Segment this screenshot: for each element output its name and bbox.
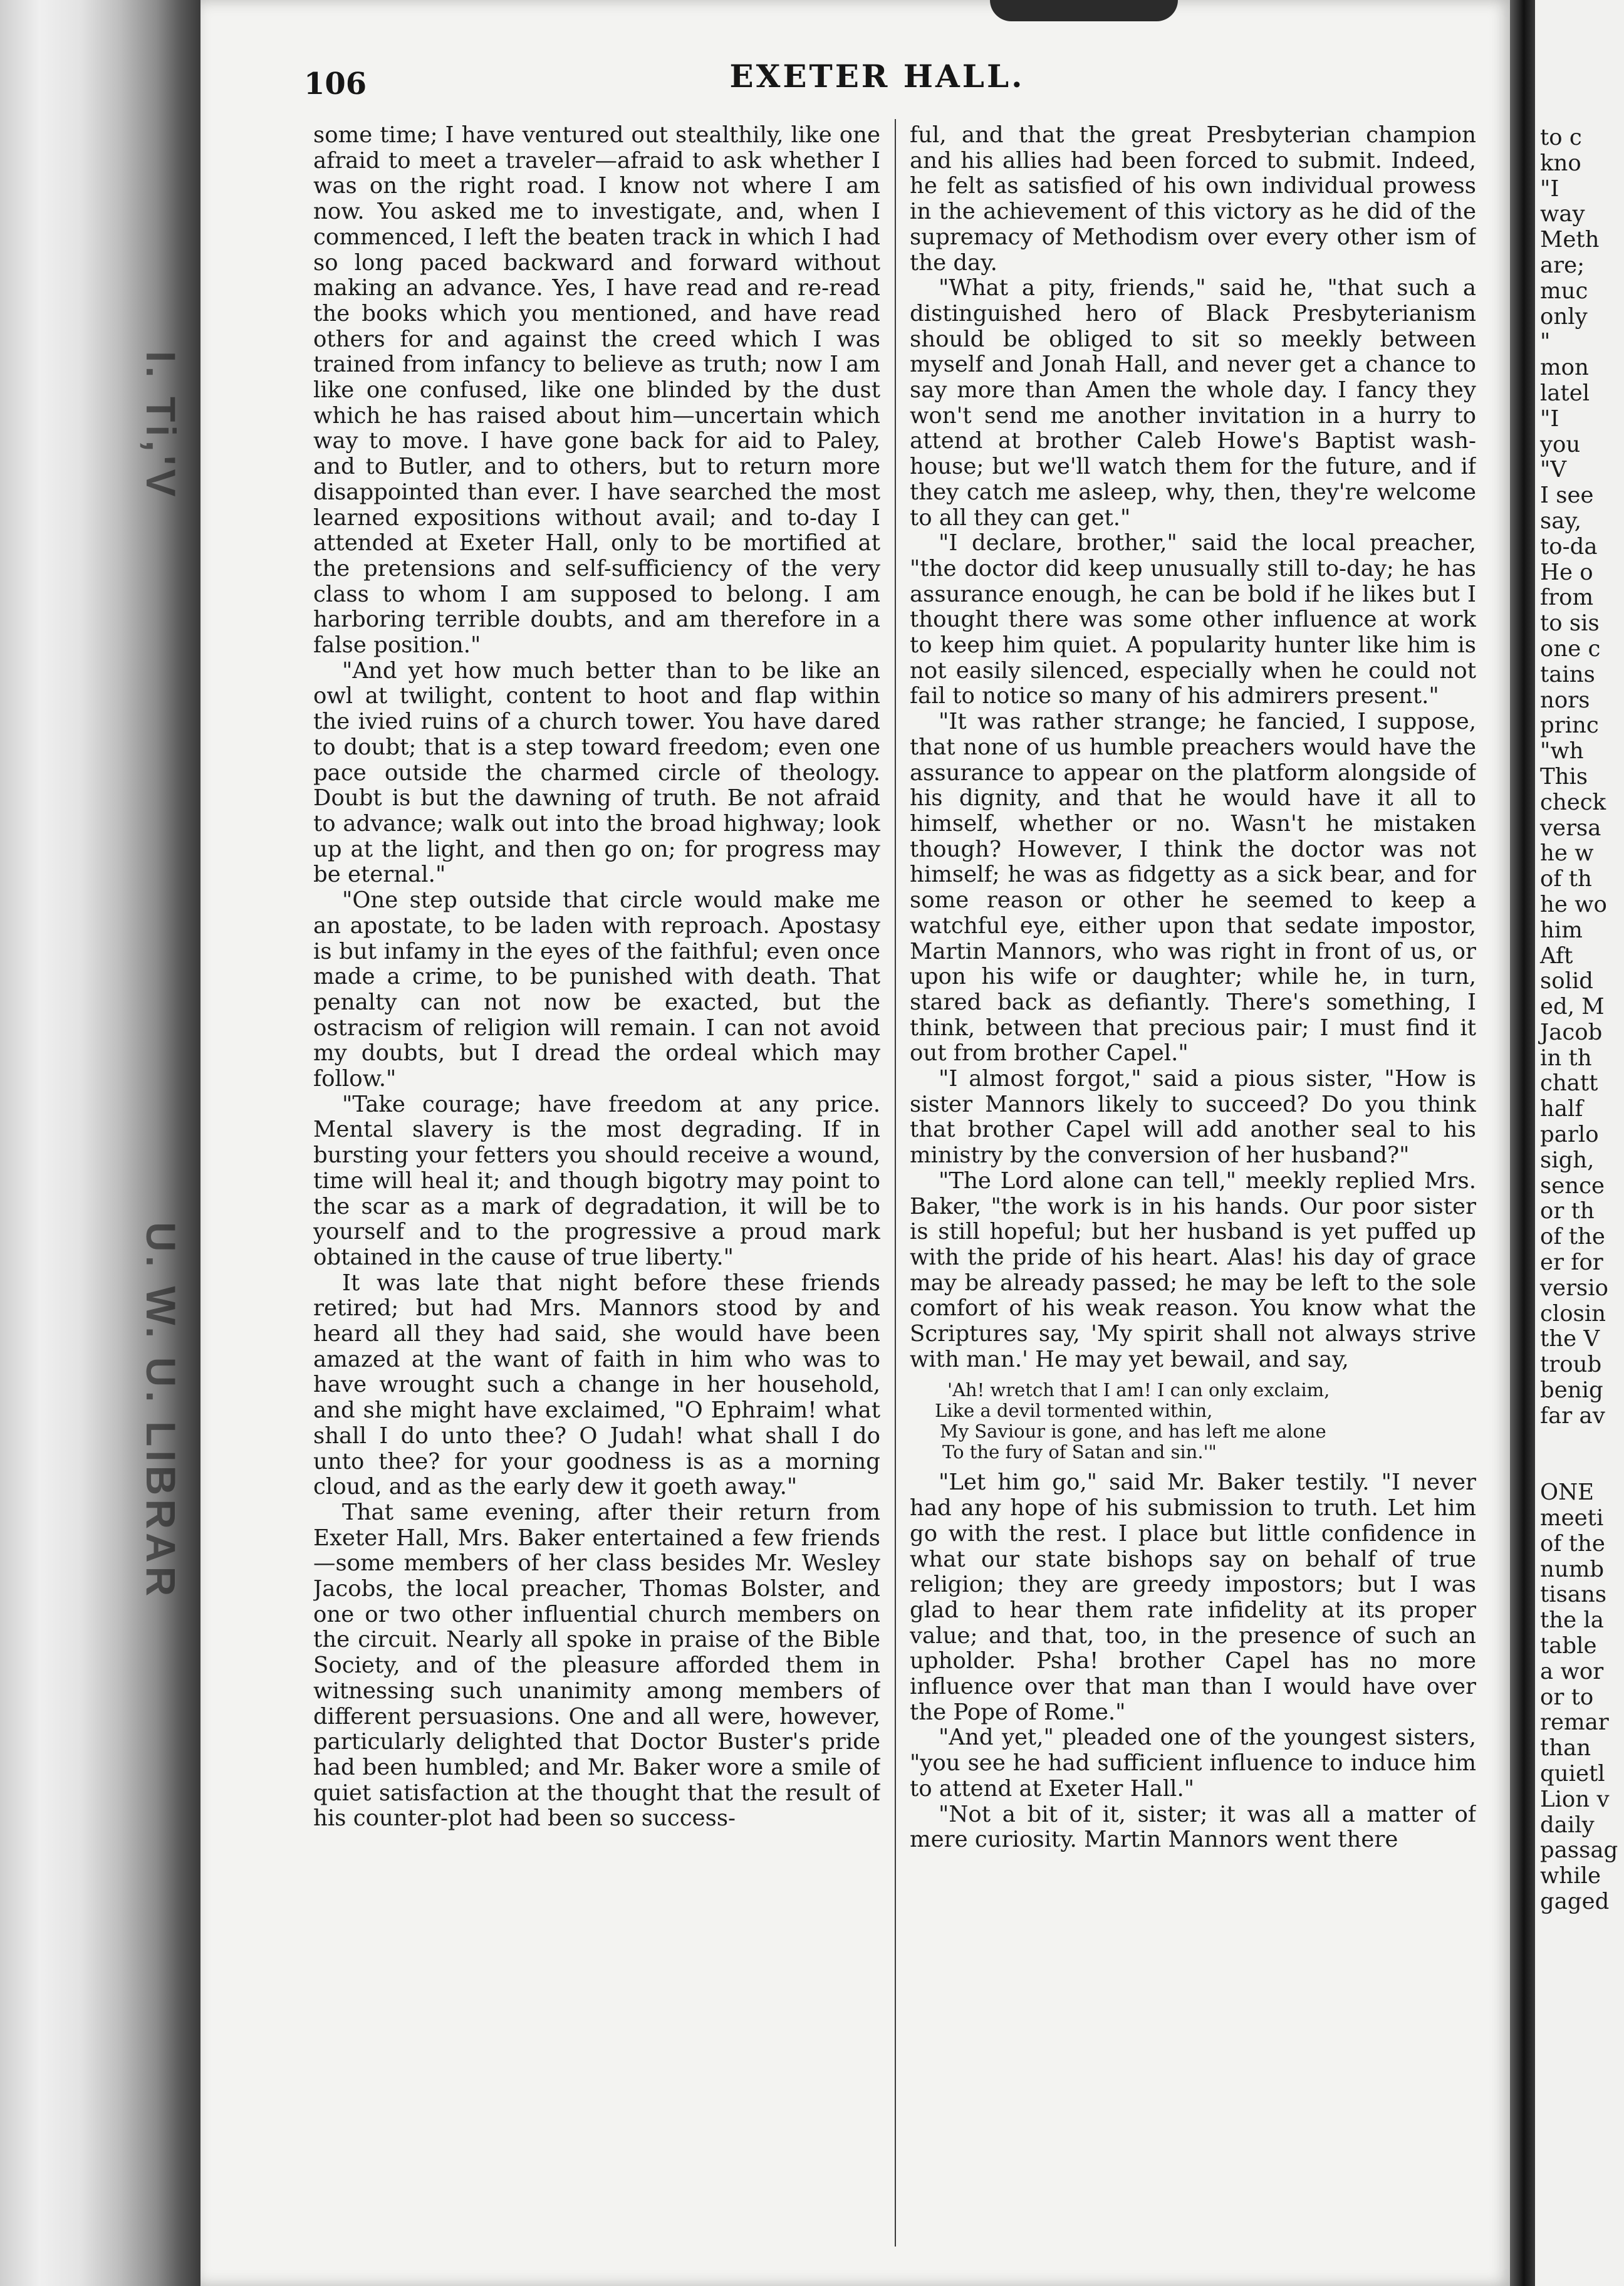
verse-line: To the fury of Satan and sin.'"	[942, 1441, 1217, 1463]
verse-line: My Saviour is gone, and has left me alone	[940, 1421, 1326, 1443]
facing-page-line: gaged	[1540, 1888, 1610, 1914]
facing-page-line: sence	[1540, 1172, 1605, 1199]
facing-page-line: ed, M	[1540, 994, 1605, 1020]
facing-page-line: in th	[1540, 1045, 1592, 1071]
paragraph: "The Lord alone can tell," meekly replied Mrs. Baker, "the work is in his hands. Our poor sister is still hopeful; but her husband is yet puffed up with the pride of his heart. Alas! his day of grace may be already passed; he may be left to the sole comfort of his weak reason. You know what the Scriptures say, 'My spirit shall not always strive with man.' He may yet bewail, and say,	[910, 1167, 1476, 1372]
facing-page-line: I see	[1540, 483, 1594, 509]
facing-page-line: half	[1540, 1096, 1583, 1122]
facing-page-line: Jacob	[1540, 1019, 1603, 1045]
scan-shadow	[990, 0, 1178, 21]
facing-page-line: "I	[1540, 405, 1559, 432]
paragraph: some time; I have ventured out stealthily, like one afraid to meet a traveler—afraid to ask whether I was on the right road. I know not where I am now. You asked me to investigate, and, when I commenced, I left the beaten track in which I had so long paced backward and forward without making an advance. Yes, I have read and re-read the books which you mentioned, and have read others for and against the creed which I was trained from infancy to believe as truth; now I am like one confused, like one blinded by the dust which he has raised about him—uncertain which way to move. I have gone back for aid to Paley, and to Butler, and to others, but to return more disappointed than ever. I have searched the most learned expositions without avail; and to-day I attended at Exeter Hall, only to be mortified at the pretensions and self-sufficiency of the very class to whom I am supposed to belong. I am harboring terrible doubts, and am therefore in a false position."	[313, 123, 880, 659]
book-gutter	[1510, 0, 1535, 2286]
facing-page-edge	[1535, 0, 1624, 2286]
paragraph: "Let him go," said Mr. Baker testily. "I never had any hope of his submission to truth. Let him go with the rest. I place but little confidence in what our state bishops say on behalf of true religion; they are greedy impostors; but I was glad to hear them rate infidelity at its proper value; and that, too, in the presence of such an upholder. Psha! brother Capel has no more influence over that man than I would have over the Pope of Rome."	[910, 1469, 1476, 1725]
facing-page-line: to sis	[1540, 610, 1600, 637]
facing-page-line: princ	[1540, 712, 1599, 739]
facing-page-line: from	[1540, 585, 1594, 611]
facing-page-line: of th	[1540, 866, 1592, 892]
facing-page-line: or to	[1540, 1684, 1594, 1710]
facing-page-line: benig	[1540, 1377, 1603, 1404]
facing-page-line: nors	[1540, 687, 1590, 713]
facing-page-line: check	[1540, 789, 1606, 815]
facing-page-line: than	[1540, 1735, 1591, 1761]
paragraph: "Take courage; have freedom at any price. Mental slavery is the most degrading. If in bursting your fetters you should receive a wound, time will heal it; and though bigotry may point to the scar as a mark of degradation, it will be to yourself and to the progressive a proud mark obtained in the cause of true liberty."	[313, 1091, 880, 1270]
paragraph: It was late that night before these friends retired; but had Mrs. Mannors stood by and heard all they had said, she would have been amazed at the want of faith in him who was to have wrought such a change in her household, and she might have exclaimed, "O Ephraim! what shall I do unto thee? O Judah! what shall I do unto thee? for your goodness is as a morning cloud, and as the early dew it goeth away."	[313, 1270, 880, 1500]
facing-page-line: Lion v	[1540, 1786, 1610, 1812]
paragraph: That same evening, after their return from Exeter Hall, Mrs. Baker entertained a few friends—some members of her class besides Mr. Wesley Jacobs, the local preacher, Thomas Bolster, and one or two other influential church members on the circuit. Nearly all spoke in praise of the Bible Society, and of the pleasure afforded them in witnessing such unanimity among members of different persuasions. One and all were, however, particularly delighted that Doctor Buster's pride had been humbled; and Mr. Baker wore a smile of quiet satisfaction at the thought that the result of his counter-plot had been so success-	[313, 1499, 880, 1832]
facing-page-line: you	[1540, 431, 1581, 457]
library-stamp-upper: I. Ti,'V	[138, 351, 184, 501]
verse-line: Like a devil tormented within,	[935, 1400, 1213, 1422]
facing-page-line: versa	[1540, 815, 1601, 841]
facing-page-line: er for	[1540, 1250, 1603, 1276]
paragraph: "And yet how much better than to be like an owl at twilight, content to hoot and flap within the ivied ruins of a church tower. You have dared to doubt; that is a step toward freedom; even one pace outside the charmed circle of theology. Doubt is but the dawning of truth. Be not afraid to advance; walk out into the broad highway; look up at the light, and then go on; for progress may be eternal."	[313, 657, 880, 888]
facing-page-line: "	[1540, 329, 1551, 355]
book-binding-edge	[0, 0, 200, 2286]
facing-page-line: latel	[1540, 380, 1590, 406]
facing-page-line: or th	[1540, 1198, 1595, 1224]
facing-page-line: numb	[1540, 1556, 1605, 1582]
running-title: EXETER HALL.	[729, 58, 1025, 95]
column-rule	[895, 119, 896, 2247]
facing-page-line: This	[1540, 763, 1588, 790]
paragraph: "One step outside that circle would make me an apostate, to be laden with reproach. Apostasy is but infamy in the eyes of the faithful; even once made a crime, to be punished with death. That penalty can not now be exacted, but the ostracism of religion will remain. I can not avoid my doubts, but I dread the ordeal which may follow."	[313, 887, 880, 1092]
facing-page-line: quietl	[1540, 1761, 1605, 1787]
facing-page-line: He o	[1540, 559, 1593, 585]
facing-page-line: Aft	[1540, 942, 1573, 969]
facing-page-line: way	[1540, 201, 1585, 227]
facing-page-line: daily	[1540, 1812, 1595, 1838]
right-text-column	[910, 123, 1476, 2228]
facing-page-line: say,	[1540, 508, 1582, 534]
facing-page-line	[1540, 1454, 1618, 1480]
facing-page-line: closin	[1540, 1300, 1606, 1327]
library-stamp-lower: U. W. U. LIBRAR	[138, 1222, 184, 1600]
paragraph: "It was rather strange; he fancied, I suppose, that none of us humble preachers would have the assurance to appear on the platform alongside of his dignity, and that he would have it all to himself, whether or no. Wasn't he mistaken though? However, I think the doctor was not himself; he was as fidgetty as a sick bear, and for some reason or other he seemed to keep a watchful eye, either upon that sedate impostor, Martin Mannors, who was right in front of us, or upon his wife or daughter; while he, in turn, stared back as defiantly. There's something, I think, between that precious pair; I must find it out from brother Capel."	[910, 709, 1476, 1067]
facing-page-line: while	[1540, 1863, 1601, 1889]
facing-page-line: to c	[1540, 125, 1582, 150]
paragraph: "And yet," pleaded one of the youngest sisters, "you see he had sufficient influence to induce him to attend at Exeter Hall."	[910, 1725, 1476, 1802]
facing-page-line: chatt	[1540, 1070, 1598, 1097]
facing-page-line: he w	[1540, 840, 1594, 867]
verse-quotation	[910, 1380, 1476, 1463]
facing-page-line: troub	[1540, 1352, 1602, 1378]
facing-page-line: ONE	[1540, 1480, 1595, 1506]
facing-page-line: "V	[1540, 457, 1566, 483]
facing-page-line: parlo	[1540, 1122, 1599, 1148]
facing-page-line: one c	[1540, 635, 1601, 662]
facing-page-line: kno	[1540, 150, 1581, 176]
facing-page-line: "wh	[1540, 738, 1584, 765]
facing-page-line: to-da	[1540, 533, 1598, 560]
facing-page-line	[1540, 1429, 1618, 1455]
paragraph: "I almost forgot," said a pious sister, "How is sister Mannors likely to succeed? Do you think that brother Capel will add another seal to his ministry by the conversion of her husband?"	[910, 1066, 1476, 1169]
page-number: 106	[304, 66, 367, 102]
paragraph: "What a pity, friends," said he, "that such a distinguished hero of Black Presbyterianism should be obliged to sit so meekly between myself and Jonah Hall, and never get a chance to say more than Amen the whole day. I fancy they won't send me another invitation in a hurry to attend at brother Caleb Howe's Baptist wash-house; but we'll watch them for the future, and if they catch me asleep, why, then, they're welcome to all they can get."	[910, 275, 1476, 531]
paragraph: ful, and that the great Presbyterian champion and his allies had been forced to submit. Indeed, he felt as satisfied of his own individual prowess in the achievement of this victory as he did of the supremacy of Methodism over every other ism of the day.	[910, 123, 1476, 276]
paragraph: "Not a bit of it, sister; it was all a matter of mere curiosity. Martin Mannors went there	[910, 1801, 1476, 1853]
facing-page-line: him	[1540, 917, 1583, 943]
facing-page-line: versio	[1540, 1275, 1608, 1301]
left-text-column	[313, 123, 880, 2216]
facing-page-line: of the	[1540, 1530, 1605, 1557]
facing-page-line: the V	[1540, 1326, 1600, 1352]
facing-page-line: he wo	[1540, 891, 1607, 917]
facing-page-line: of the	[1540, 1224, 1605, 1250]
facing-page-line: solid	[1540, 968, 1594, 994]
paragraph: "I declare, brother," said the local preacher, "the doctor did keep unusually still to-day; he has assurance enough, he can be bold if he likes but I thought there was some other influence at work to keep him quiet. A popularity hunter like him is not easily silenced, especially when he could not fail to notice so many of his admirers present."	[910, 530, 1476, 709]
facing-page-line: mon	[1540, 355, 1589, 381]
facing-page-line: remar	[1540, 1709, 1609, 1736]
facing-page-line: muc	[1540, 278, 1588, 304]
facing-page-line: Meth	[1540, 227, 1600, 253]
facing-page-line: are;	[1540, 252, 1585, 278]
facing-page-line: tisans	[1540, 1582, 1607, 1608]
facing-page-line: passag	[1540, 1837, 1618, 1864]
facing-page-line: only	[1540, 303, 1588, 330]
facing-page-line: a wor	[1540, 1658, 1604, 1684]
facing-page-line: sigh,	[1540, 1147, 1595, 1173]
facing-page-line: "I	[1540, 175, 1559, 202]
facing-page-line: tains	[1540, 661, 1595, 687]
facing-page-text	[1540, 125, 1618, 1915]
facing-page-line: far av	[1540, 1402, 1605, 1429]
facing-page-line: meeti	[1540, 1505, 1604, 1532]
facing-page-line: table	[1540, 1633, 1597, 1659]
facing-page-line: the la	[1540, 1607, 1604, 1634]
verse-line: 'Ah! wretch that I am! I can only exclaim,	[947, 1379, 1330, 1401]
